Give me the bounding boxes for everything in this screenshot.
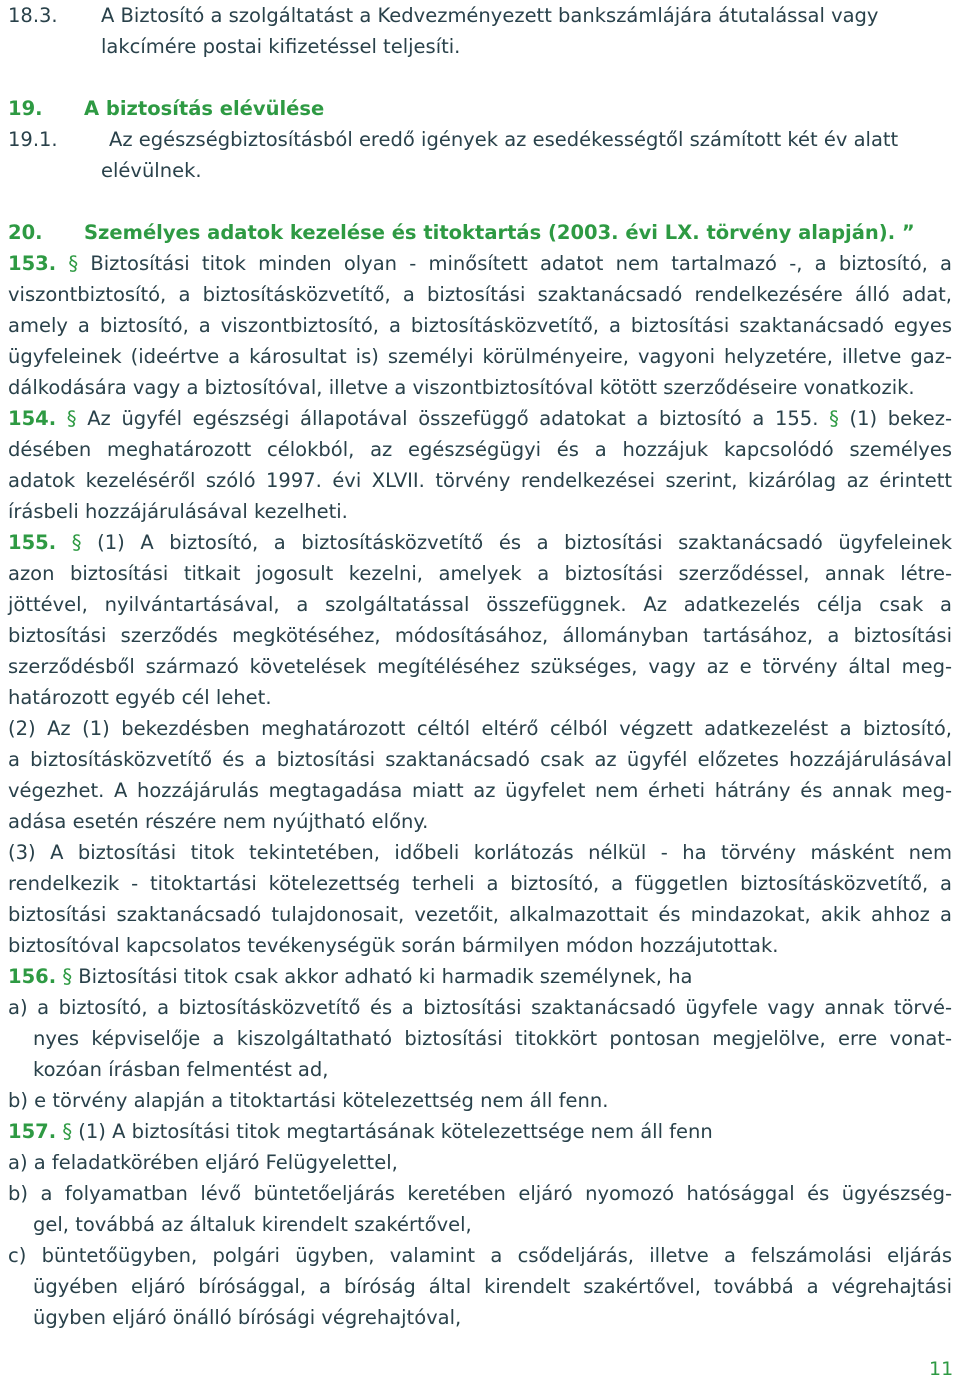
list-item: c) büntetőügyben, polgári ügyben, valamint a csődeljárás, illetve a felszámolási eljárás <box>8 1244 952 1267</box>
list-item-continuation: kozóan írásban felmentést ad, <box>33 1058 329 1081</box>
list-item: a) a feladatkörében eljáró Felügyelettel, <box>8 1151 398 1174</box>
section-title: A biztosítás elévülése <box>84 97 325 120</box>
paragraph-line: amely a biztosító, a viszontbiztosító, a biztosításközvetítő, a biztosítási szaktanácsadó egyes <box>8 314 952 337</box>
section-number: 20. <box>8 221 43 244</box>
section-number: 19. <box>8 97 43 120</box>
page-number: 11 <box>929 1358 954 1380</box>
section-18-3-line-1 <box>8 3 879 31</box>
list-item-continuation: ügyben eljáró önálló bírósági végrehajtóval, <box>33 1306 462 1329</box>
paragraph-line: adatok kezeléséről szóló 1997. évi XLVII. törvény rendelkezései szerint, kizárólag az érintett <box>8 469 952 492</box>
section-title-tail: . ” <box>887 221 915 244</box>
list-item: a) a biztosító, a biztosításközvetítő és a biztosítási szaktanácsadó ügyfele vagy annak törvé- <box>8 996 952 1019</box>
section-sign: § <box>62 965 73 988</box>
paragraph-number: 155. <box>8 531 57 554</box>
paragraph-line: rendelkezik - titoktartási kötelezettség terheli a biztosító, a független biztosításközvetítő, a <box>8 872 952 895</box>
list-item-continuation: gel, továbbá az általuk kirendelt szakértővel, <box>33 1213 472 1236</box>
paragraph-line: a biztosításközvetítő és a biztosítási szaktanácsadó csak az ügyfél előzetes hozzájárulásával <box>8 748 952 771</box>
paragraph-text: A Biztosító a szolgáltatást a Kedvezményezett bankszámlájára átutalással vagy <box>101 4 879 27</box>
paragraph-number: 153. <box>8 252 57 275</box>
paragraph-line: jöttével, nyilvántartásával, a szolgáltatással összefüggnek. Az adatkezelés célja csak a <box>8 593 952 616</box>
section-19-1-line-2: elévülnek. <box>101 159 202 182</box>
paragraph-line: végezhet. A hozzájárulás megtagadása miatt az ügyfelet nem érheti hátrány és annak meg- <box>8 779 952 802</box>
paragraph-line: határozott egyéb cél lehet. <box>8 686 272 709</box>
paragraph-text: Biztosítási titok csak akkor adható ki harmadik személynek, ha <box>78 965 693 988</box>
paragraph-number: 154. <box>8 407 57 430</box>
paragraph-number: 156. <box>8 965 57 988</box>
paragraph-line: viszontbiztosító, a biztosításközvetítő, a biztosítási szaktanácsadó rendelkezésére álló adat, <box>8 283 952 306</box>
section-sign: § <box>71 531 82 554</box>
paragraph-text-tail: (1) bekez- <box>849 407 953 430</box>
section-18-3-line-2: lakcímére postai kifizetéssel teljesíti. <box>101 35 461 58</box>
section-number: 19.1. <box>8 128 58 151</box>
list-item: b) e törvény alapján a titoktartási kötelezettség nem áll fenn. <box>8 1089 609 1112</box>
paragraph-text: Biztosítási titok minden olyan - minősített adatot nem tartalmazó -, a biztosító, a <box>90 252 952 275</box>
paragraph-line: írásbeli hozzájárulásával kezelheti. <box>8 500 348 523</box>
paragraph-text: Az ügyfél egészségi állapotával összefüggő adatokat a biztosító a 155. <box>87 407 819 430</box>
paragraph-line: azon biztosítási titkait jogosult kezelni, amelyek a biztosítási szerződéssel, annak létre- <box>8 562 952 585</box>
paragraph-text: Az egészségbiztosításból eredő igények az esedékességtől számított két év alatt <box>109 128 899 151</box>
section-sign: § <box>829 407 839 430</box>
section-19-1-line-1 <box>8 127 899 155</box>
paragraph-157-line-1 <box>8 1119 713 1147</box>
section-sign: § <box>68 252 79 275</box>
list-item-continuation: ügyében eljáró bírósággal, a bíróság által kirendelt szakértővel, továbbá a végrehajtási <box>33 1275 952 1298</box>
list-item-continuation: nyes képviselője a kiszolgáltatható biztosítási titokkört pontosan megjelölve, erre vonat- <box>33 1027 952 1050</box>
paragraph-line: ügyfeleinek (ideértve a károsultat is) személyi körülményeire, vagyoni helyzetére, illetve gaz- <box>8 345 952 368</box>
paragraph-156-line-1 <box>8 964 693 992</box>
paragraph-line: (3) A biztosítási titok tekintetében, időbeli korlátozás nélkül - ha törvény másként nem <box>8 841 952 864</box>
section-sign: § <box>62 1120 73 1143</box>
paragraph-line: adása esetén részére nem nyújtható előny. <box>8 810 429 833</box>
paragraph-line: (2) Az (1) bekezdésben meghatározott céltól eltérő célból végzett adatkezelést a biztosító, <box>8 717 952 740</box>
paragraph-line: désében meghatározott célokból, az egészségügyi és a hozzájuk kapcsolódó személyes <box>8 438 952 461</box>
section-20-heading <box>8 220 915 248</box>
section-number: 18.3. <box>8 4 58 27</box>
paragraph-153-line-1 <box>8 251 952 279</box>
section-title: Személyes adatok kezelése és titoktartás (2003. évi LX. törvény alapján) <box>84 221 888 244</box>
paragraph-number: 157. <box>8 1120 57 1143</box>
list-item: b) a folyamatban lévő büntetőeljárás keretében eljáró nyomozó hatósággal és ügyészség- <box>8 1182 952 1205</box>
paragraph-155-line-1 <box>8 530 952 558</box>
paragraph-text: (1) A biztosító, a biztosításközvetítő és a biztosítási szaktanácsadó ügyfeleinek <box>97 531 952 554</box>
paragraph-154-line-1 <box>8 406 952 434</box>
paragraph-line: dálkodására vagy a biztosítóval, illetve a viszontbiztosítóval kötött szerződéseire vonatkozik. <box>8 376 915 399</box>
paragraph-line: szerződésből származó követelések megítéléséhez szükséges, vagy az e törvény által meg- <box>8 655 952 678</box>
paragraph-line: biztosítási szerződés megkötéséhez, módosításához, állományban tartásához, a biztosítási <box>8 624 952 647</box>
section-19-heading <box>8 96 325 124</box>
paragraph-text: (1) A biztosítási titok megtartásának kötelezettsége nem áll fenn <box>78 1120 713 1143</box>
paragraph-line: biztosítóval kapcsolatos tevékenységük során bármilyen módon hozzájutottak. <box>8 934 779 957</box>
paragraph-line: biztosítási szaktanácsadó tulajdonosait, vezetőit, alkalmazottait és mindazokat, akik ahhoz a <box>8 903 952 926</box>
section-sign: § <box>66 407 77 430</box>
